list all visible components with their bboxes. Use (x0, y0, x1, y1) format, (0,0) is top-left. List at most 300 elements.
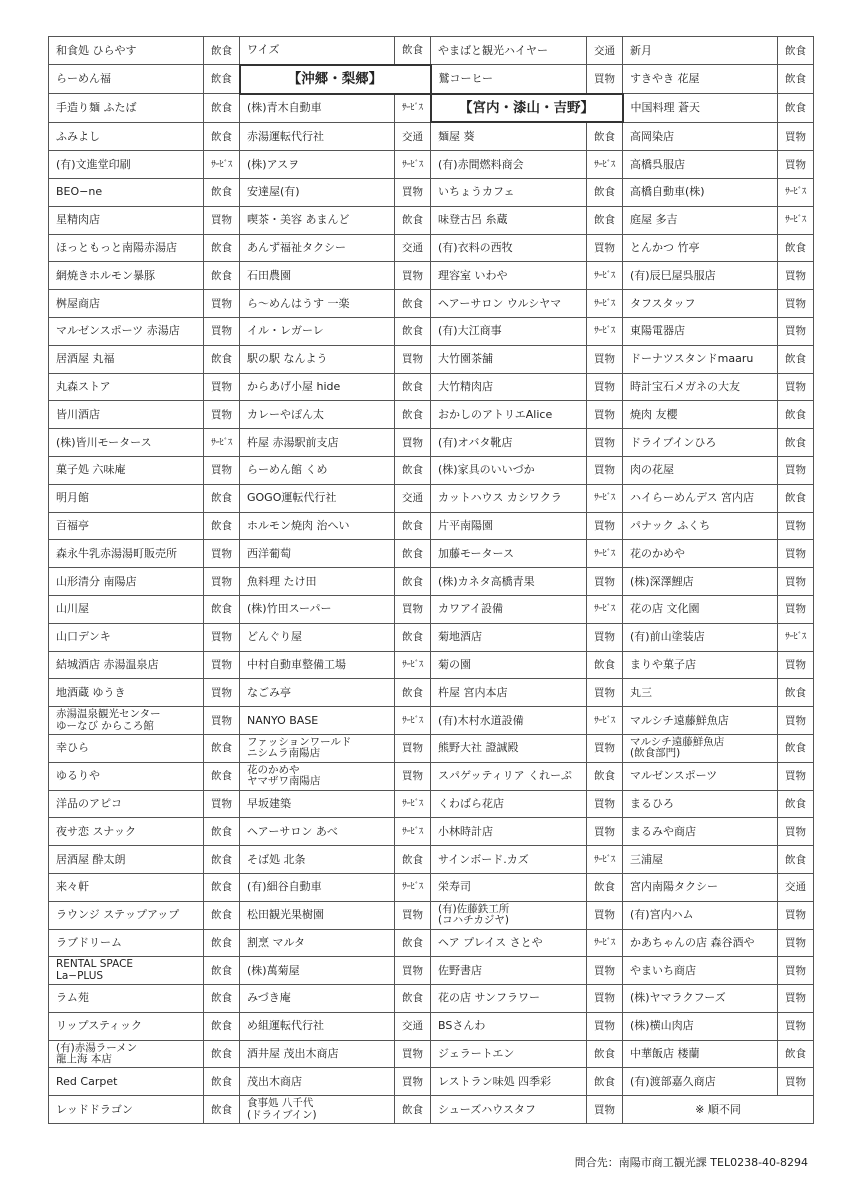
business-name: なごみ亭 (240, 679, 395, 707)
business-name: 網焼きホルモン暴豚 (49, 262, 204, 290)
business-name-line: (コハチカジヤ) (438, 914, 509, 927)
business-name: GOGO運転代行社 (240, 484, 395, 512)
business-name: (株)深澤鯉店 (623, 568, 778, 596)
business-category: 買物 (778, 262, 814, 290)
business-category: 飲食 (204, 846, 240, 874)
business-name: 焼肉 友櫻 (623, 401, 778, 429)
business-name: (株)皆川モータース (49, 429, 204, 457)
business-name: (有)衣料の西牧 (431, 234, 587, 262)
business-name: 桝屋商店 (49, 290, 204, 318)
business-name: 手造り麺 ふたば (49, 94, 204, 123)
business-name: 菓子処 六味庵 (49, 456, 204, 484)
business-name: ハイらーめんデス 宮内店 (623, 484, 778, 512)
business-category: ｻｰﾋﾞｽ (204, 429, 240, 457)
business-category: 飲食 (204, 1040, 240, 1068)
business-category: 買物 (395, 595, 431, 623)
business-category: 飲食 (778, 846, 814, 874)
business-category: 飲食 (204, 901, 240, 929)
business-category: 買物 (204, 401, 240, 429)
business-category: ｻｰﾋﾞｽ (778, 623, 814, 651)
business-category: 買物 (587, 818, 623, 846)
business-name: 山川屋 (49, 595, 204, 623)
business-category: 飲食 (778, 429, 814, 457)
business-name: ヘアーサロン あべ (240, 818, 395, 846)
business-category: 買物 (778, 540, 814, 568)
business-category: ｻｰﾋﾞｽ (587, 540, 623, 568)
business-name: ヘア プレイス さとや (431, 929, 587, 957)
business-name (240, 762, 395, 790)
business-name: やまいち商店 (623, 957, 778, 985)
business-name: 和食処 ひらやす (49, 37, 204, 65)
business-category: 買物 (204, 317, 240, 345)
business-directory-table (48, 36, 814, 1124)
table-row (49, 985, 814, 1013)
business-name: らーめん館 くめ (240, 456, 395, 484)
business-name-line: 花のかめや (247, 763, 300, 776)
business-name: (有)渡部嘉久商店 (623, 1068, 778, 1096)
business-category: 飲食 (395, 540, 431, 568)
business-name: ヘアーサロン ウルシヤマ (431, 290, 587, 318)
business-category: ｻｰﾋﾞｽ (778, 206, 814, 234)
business-category: 買物 (204, 206, 240, 234)
business-category: 買物 (395, 734, 431, 762)
business-category: 飲食 (204, 234, 240, 262)
business-name: そば処 北条 (240, 846, 395, 874)
business-name: どんぐり屋 (240, 623, 395, 651)
business-name-line: (有)佐藤鉄工所 (438, 902, 510, 915)
business-category: 飲食 (204, 873, 240, 901)
table-row (49, 262, 814, 290)
business-category: 飲食 (204, 37, 240, 65)
business-name: 小林時計店 (431, 818, 587, 846)
business-name-line: La−PLUS (56, 969, 104, 982)
business-name: ワイズ (240, 37, 395, 65)
business-name: 丸森ストア (49, 373, 204, 401)
business-category: 飲食 (204, 345, 240, 373)
business-name: カワアイ設備 (431, 595, 587, 623)
business-category: 飲食 (395, 1096, 431, 1124)
business-category: 飲食 (395, 317, 431, 345)
table-row (49, 429, 814, 457)
business-name: くわばら花店 (431, 790, 587, 818)
business-name: 杵屋 赤湯駅前支店 (240, 429, 395, 457)
table-row (49, 901, 814, 929)
business-name: 花の店 サンフラワー (431, 985, 587, 1013)
business-category: 飲食 (204, 818, 240, 846)
business-name-line: (ドライブイン) (247, 1108, 317, 1121)
business-name: (有)文進堂印刷 (49, 151, 204, 179)
business-category: 買物 (587, 401, 623, 429)
business-category: 買物 (395, 762, 431, 790)
business-name: 酒井屋 茂出木商店 (240, 1040, 395, 1068)
business-name: 幸ひら (49, 734, 204, 762)
business-category: 買物 (204, 568, 240, 596)
table-row (49, 1096, 814, 1124)
business-name-line: 龍上海 本店 (56, 1053, 112, 1066)
table-row (49, 1068, 814, 1096)
business-category: 飲食 (395, 679, 431, 707)
business-name: レッドドラゴン (49, 1096, 204, 1124)
business-category: 買物 (778, 1012, 814, 1040)
business-name: 熊野大社 證誠殿 (431, 734, 587, 762)
business-name: パナック ふくち (623, 512, 778, 540)
business-category: 飲食 (204, 65, 240, 94)
business-category: ｻｰﾋﾞｽ (395, 151, 431, 179)
business-category: 買物 (395, 429, 431, 457)
business-name: ら〜めんはうす 一楽 (240, 290, 395, 318)
business-category: 飲食 (204, 762, 240, 790)
business-category: 飲食 (395, 846, 431, 874)
business-category: ｻｰﾋﾞｽ (587, 846, 623, 874)
business-name: サインボード.カズ (431, 846, 587, 874)
business-category: 飲食 (204, 595, 240, 623)
table-row (49, 762, 814, 790)
business-category: 買物 (778, 373, 814, 401)
business-category: 買物 (778, 568, 814, 596)
business-category: 買物 (204, 623, 240, 651)
business-category: 買物 (587, 429, 623, 457)
table-row (49, 65, 814, 94)
business-name: (有)宮内ハム (623, 901, 778, 929)
table-row (49, 651, 814, 679)
business-name: 赤湯運転代行社 (240, 122, 395, 150)
contact-info: 問合先：南陽市商工観光課 TEL0238-40-8294 (574, 1156, 808, 1169)
business-category: 買物 (204, 651, 240, 679)
business-name: イル・レガーレ (240, 317, 395, 345)
business-name-line: RENTAL SPACE (56, 958, 134, 971)
business-category: ｻｰﾋﾞｽ (395, 790, 431, 818)
business-category: 買物 (395, 901, 431, 929)
business-name: 魚料理 たけ田 (240, 568, 395, 596)
table-row (49, 734, 814, 762)
business-name: ラブドリーム (49, 929, 204, 957)
business-name: 居酒屋 丸福 (49, 345, 204, 373)
business-category: 飲食 (395, 206, 431, 234)
table-row (49, 957, 814, 985)
business-name: 時計宝石メガネの大友 (623, 373, 778, 401)
business-category: 買物 (395, 262, 431, 290)
business-name: 菊の園 (431, 651, 587, 679)
business-category: 買物 (395, 178, 431, 206)
business-name: ふみよし (49, 122, 204, 150)
business-name: (有)細谷自動車 (240, 873, 395, 901)
business-name: ゆるりや (49, 762, 204, 790)
business-name: やまばと観光ハイヤー (431, 37, 587, 65)
business-name: 石田農園 (240, 262, 395, 290)
business-category: 買物 (587, 456, 623, 484)
business-name: スパゲッティリア くれーぷ (431, 762, 587, 790)
business-name-line: マルシチ遠藤鮮魚店 (630, 735, 725, 748)
business-name: 肉の花屋 (623, 456, 778, 484)
business-name: 花の店 文化園 (623, 595, 778, 623)
table-row (49, 94, 814, 123)
business-name: かあちゃんの店 森谷酒や (623, 929, 778, 957)
business-name: 割烹 マルタ (240, 929, 395, 957)
business-name: まるひろ (623, 790, 778, 818)
business-name: レストラン味処 四季彩 (431, 1068, 587, 1096)
business-name: 皆川酒店 (49, 401, 204, 429)
business-category: ｻｰﾋﾞｽ (587, 262, 623, 290)
business-name-line: ゆーなび からころ館 (56, 719, 154, 732)
business-name-line: ニシムラ南陽店 (247, 747, 321, 760)
table-row (49, 846, 814, 874)
business-category: 飲食 (395, 37, 431, 65)
business-category: 飲食 (204, 94, 240, 123)
business-category: 買物 (778, 901, 814, 929)
business-name: 東陽電器店 (623, 317, 778, 345)
business-category: 飲食 (778, 65, 814, 94)
business-name: 大竹精肉店 (431, 373, 587, 401)
table-row (49, 623, 814, 651)
business-name-line: 赤湯温泉観光センター (56, 708, 161, 721)
table-row (49, 512, 814, 540)
business-category: 買物 (778, 651, 814, 679)
business-category: 飲食 (587, 206, 623, 234)
business-name (431, 901, 587, 929)
business-name-line: ヤマザワ南陽店 (247, 775, 321, 788)
business-name (49, 957, 204, 985)
business-name: タフスタッフ (623, 290, 778, 318)
business-name: カレーやぽん太 (240, 401, 395, 429)
business-category: 飲食 (204, 957, 240, 985)
business-name: 結城酒店 赤湯温泉店 (49, 651, 204, 679)
business-name: いちょうカフェ (431, 178, 587, 206)
business-category: 飲食 (587, 873, 623, 901)
business-category: ｻｰﾋﾞｽ (587, 929, 623, 957)
business-category: 買物 (204, 456, 240, 484)
business-category: 買物 (587, 790, 623, 818)
business-category: ｻｰﾋﾞｽ (395, 651, 431, 679)
business-category: 買物 (587, 512, 623, 540)
business-name: からあげ小屋 hide (240, 373, 395, 401)
business-name: NANYO BASE (240, 707, 395, 735)
business-name: 来々軒 (49, 873, 204, 901)
business-name: 喫茶・美容 あまんど (240, 206, 395, 234)
business-category: 交通 (587, 37, 623, 65)
business-category: ｻｰﾋﾞｽ (587, 151, 623, 179)
business-category: ｻｰﾋﾞｽ (587, 290, 623, 318)
business-category: 買物 (778, 762, 814, 790)
business-category: 買物 (204, 290, 240, 318)
business-category: 買物 (778, 290, 814, 318)
business-name: 新月 (623, 37, 778, 65)
business-category: 飲食 (778, 345, 814, 373)
business-category: 買物 (587, 957, 623, 985)
business-name: 栄寿司 (431, 873, 587, 901)
business-category: 買物 (395, 1068, 431, 1096)
business-category: 買物 (395, 1040, 431, 1068)
business-category: ｻｰﾋﾞｽ (204, 151, 240, 179)
business-name: 洋品のアピコ (49, 790, 204, 818)
business-name: Red Carpet (49, 1068, 204, 1096)
business-name: (有)前山塗装店 (623, 623, 778, 651)
business-name: 松田観光果樹園 (240, 901, 395, 929)
business-name: (株)アスヲ (240, 151, 395, 179)
business-name: (株)萬菊屋 (240, 957, 395, 985)
business-name: (株)竹田スーパー (240, 595, 395, 623)
business-name: 山口デンキ (49, 623, 204, 651)
business-category: 交通 (395, 484, 431, 512)
business-category: 飲食 (204, 1012, 240, 1040)
business-category: 交通 (778, 873, 814, 901)
table-row (49, 151, 814, 179)
business-category: 飲食 (204, 484, 240, 512)
business-category: 買物 (587, 623, 623, 651)
table-row (49, 290, 814, 318)
table-row (49, 317, 814, 345)
business-name: 茂出木商店 (240, 1068, 395, 1096)
business-name (240, 734, 395, 762)
business-category: 飲食 (395, 401, 431, 429)
business-category: 飲食 (204, 512, 240, 540)
business-name: 早坂建築 (240, 790, 395, 818)
business-category: 買物 (587, 65, 623, 94)
business-name: 麺屋 葵 (431, 122, 587, 150)
business-name: マルゼンスポーツ (623, 762, 778, 790)
business-category: ｻｰﾋﾞｽ (395, 707, 431, 735)
business-category: 買物 (204, 707, 240, 735)
business-category: 買物 (778, 1068, 814, 1096)
business-name: 理容室 いわや (431, 262, 587, 290)
table-row (49, 595, 814, 623)
business-name: 明月館 (49, 484, 204, 512)
business-category: 買物 (778, 929, 814, 957)
business-category: 飲食 (395, 623, 431, 651)
table-row (49, 206, 814, 234)
business-category: ｻｰﾋﾞｽ (395, 873, 431, 901)
business-category: 買物 (778, 985, 814, 1013)
business-category: 飲食 (587, 122, 623, 150)
business-name: ラム苑 (49, 985, 204, 1013)
table-row (49, 540, 814, 568)
business-category: 買物 (204, 373, 240, 401)
table-row (49, 929, 814, 957)
business-name: シューズハウスタフ (431, 1096, 587, 1124)
table-row (49, 484, 814, 512)
business-name: 宮内南陽タクシー (623, 873, 778, 901)
business-name: 西洋葡萄 (240, 540, 395, 568)
business-category: 買物 (778, 317, 814, 345)
business-category: 買物 (778, 151, 814, 179)
business-name: 高橋呉服店 (623, 151, 778, 179)
table-row (49, 568, 814, 596)
business-name: 中村自動車整備工場 (240, 651, 395, 679)
business-category: 飲食 (778, 37, 814, 65)
business-category: 飲食 (395, 985, 431, 1013)
business-name: BSさんわ (431, 1012, 587, 1040)
business-category: ｻｰﾋﾞｽ (395, 94, 431, 123)
business-category: 買物 (204, 540, 240, 568)
business-name: (有)辰巳屋呉服店 (623, 262, 778, 290)
business-category: 飲食 (778, 790, 814, 818)
business-name: 高橋自動車(株) (623, 178, 778, 206)
business-category: 買物 (778, 818, 814, 846)
table-row (49, 679, 814, 707)
business-name: ラウンジ ステップアップ (49, 901, 204, 929)
business-category: 飲食 (395, 568, 431, 596)
business-category: 飲食 (204, 929, 240, 957)
business-category: 買物 (778, 595, 814, 623)
business-name: 菊地酒店 (431, 623, 587, 651)
business-category: 買物 (204, 790, 240, 818)
business-name (623, 734, 778, 762)
table-row (49, 401, 814, 429)
business-name: (株)ヤマラクフーズ (623, 985, 778, 1013)
business-name: 夜サ恋 スナック (49, 818, 204, 846)
business-name: 杵屋 宮内本店 (431, 679, 587, 707)
business-name: とんかつ 竹亭 (623, 234, 778, 262)
business-name: (株)青木自動車 (240, 94, 395, 123)
business-name: (有)赤間燃料商会 (431, 151, 587, 179)
business-category: 飲食 (204, 734, 240, 762)
business-category: 飲食 (778, 484, 814, 512)
business-category: 飲食 (395, 373, 431, 401)
business-name: (株)横山肉店 (623, 1012, 778, 1040)
business-category: 飲食 (395, 290, 431, 318)
business-name: 佐野書店 (431, 957, 587, 985)
business-name: 星精肉店 (49, 206, 204, 234)
business-category: 飲食 (395, 929, 431, 957)
business-name-line: ファッションワールド (247, 735, 352, 748)
business-name-line: (有)赤湯ラーメン (56, 1041, 138, 1054)
business-name: カットハウス カシワクラ (431, 484, 587, 512)
business-name: (有)オバタ靴店 (431, 429, 587, 457)
business-name: (株)家具のいいづか (431, 456, 587, 484)
business-category: 買物 (778, 957, 814, 985)
business-category: 飲食 (587, 178, 623, 206)
business-category: 飲食 (204, 1068, 240, 1096)
table-row (49, 37, 814, 65)
business-name: ドライブインひろ (623, 429, 778, 457)
business-category: 買物 (587, 345, 623, 373)
business-name: 丸三 (623, 679, 778, 707)
business-category: 買物 (395, 957, 431, 985)
business-category: 飲食 (204, 122, 240, 150)
business-category: 飲食 (204, 262, 240, 290)
business-name-line: (飲食部門) (630, 747, 681, 760)
business-category: ｻｰﾋﾞｽ (587, 484, 623, 512)
business-name: 森永牛乳赤湯湯町販売所 (49, 540, 204, 568)
business-name: 百福亭 (49, 512, 204, 540)
business-name: ドーナツスタンドmaaru (623, 345, 778, 373)
business-name: め組運転代行社 (240, 1012, 395, 1040)
business-name: (株)カネタ高橋青果 (431, 568, 587, 596)
business-category: 買物 (587, 734, 623, 762)
business-category: ｻｰﾋﾞｽ (587, 707, 623, 735)
table-row (49, 818, 814, 846)
business-name: (有)木村水道設備 (431, 707, 587, 735)
business-category: 買物 (778, 707, 814, 735)
business-category: 飲食 (587, 651, 623, 679)
business-name: 庭屋 多吉 (623, 206, 778, 234)
business-name: すきやき 花屋 (623, 65, 778, 94)
table-row (49, 873, 814, 901)
business-name: 花のかめや (623, 540, 778, 568)
business-name: みづき庵 (240, 985, 395, 1013)
business-name: あんず福祉タクシー (240, 234, 395, 262)
business-category: 飲食 (395, 456, 431, 484)
business-category: 飲食 (778, 1040, 814, 1068)
business-name: マルシチ遠藤鮮魚店 (623, 707, 778, 735)
business-name: ホルモン焼肉 治へい (240, 512, 395, 540)
business-name: 安達屋(有) (240, 178, 395, 206)
business-category: 飲食 (778, 734, 814, 762)
business-category: 買物 (587, 373, 623, 401)
business-category: 飲食 (778, 234, 814, 262)
business-category: ｻｰﾋﾞｽ (587, 595, 623, 623)
business-name: 駅の駅 なんよう (240, 345, 395, 373)
business-name: 大竹園茶舗 (431, 345, 587, 373)
